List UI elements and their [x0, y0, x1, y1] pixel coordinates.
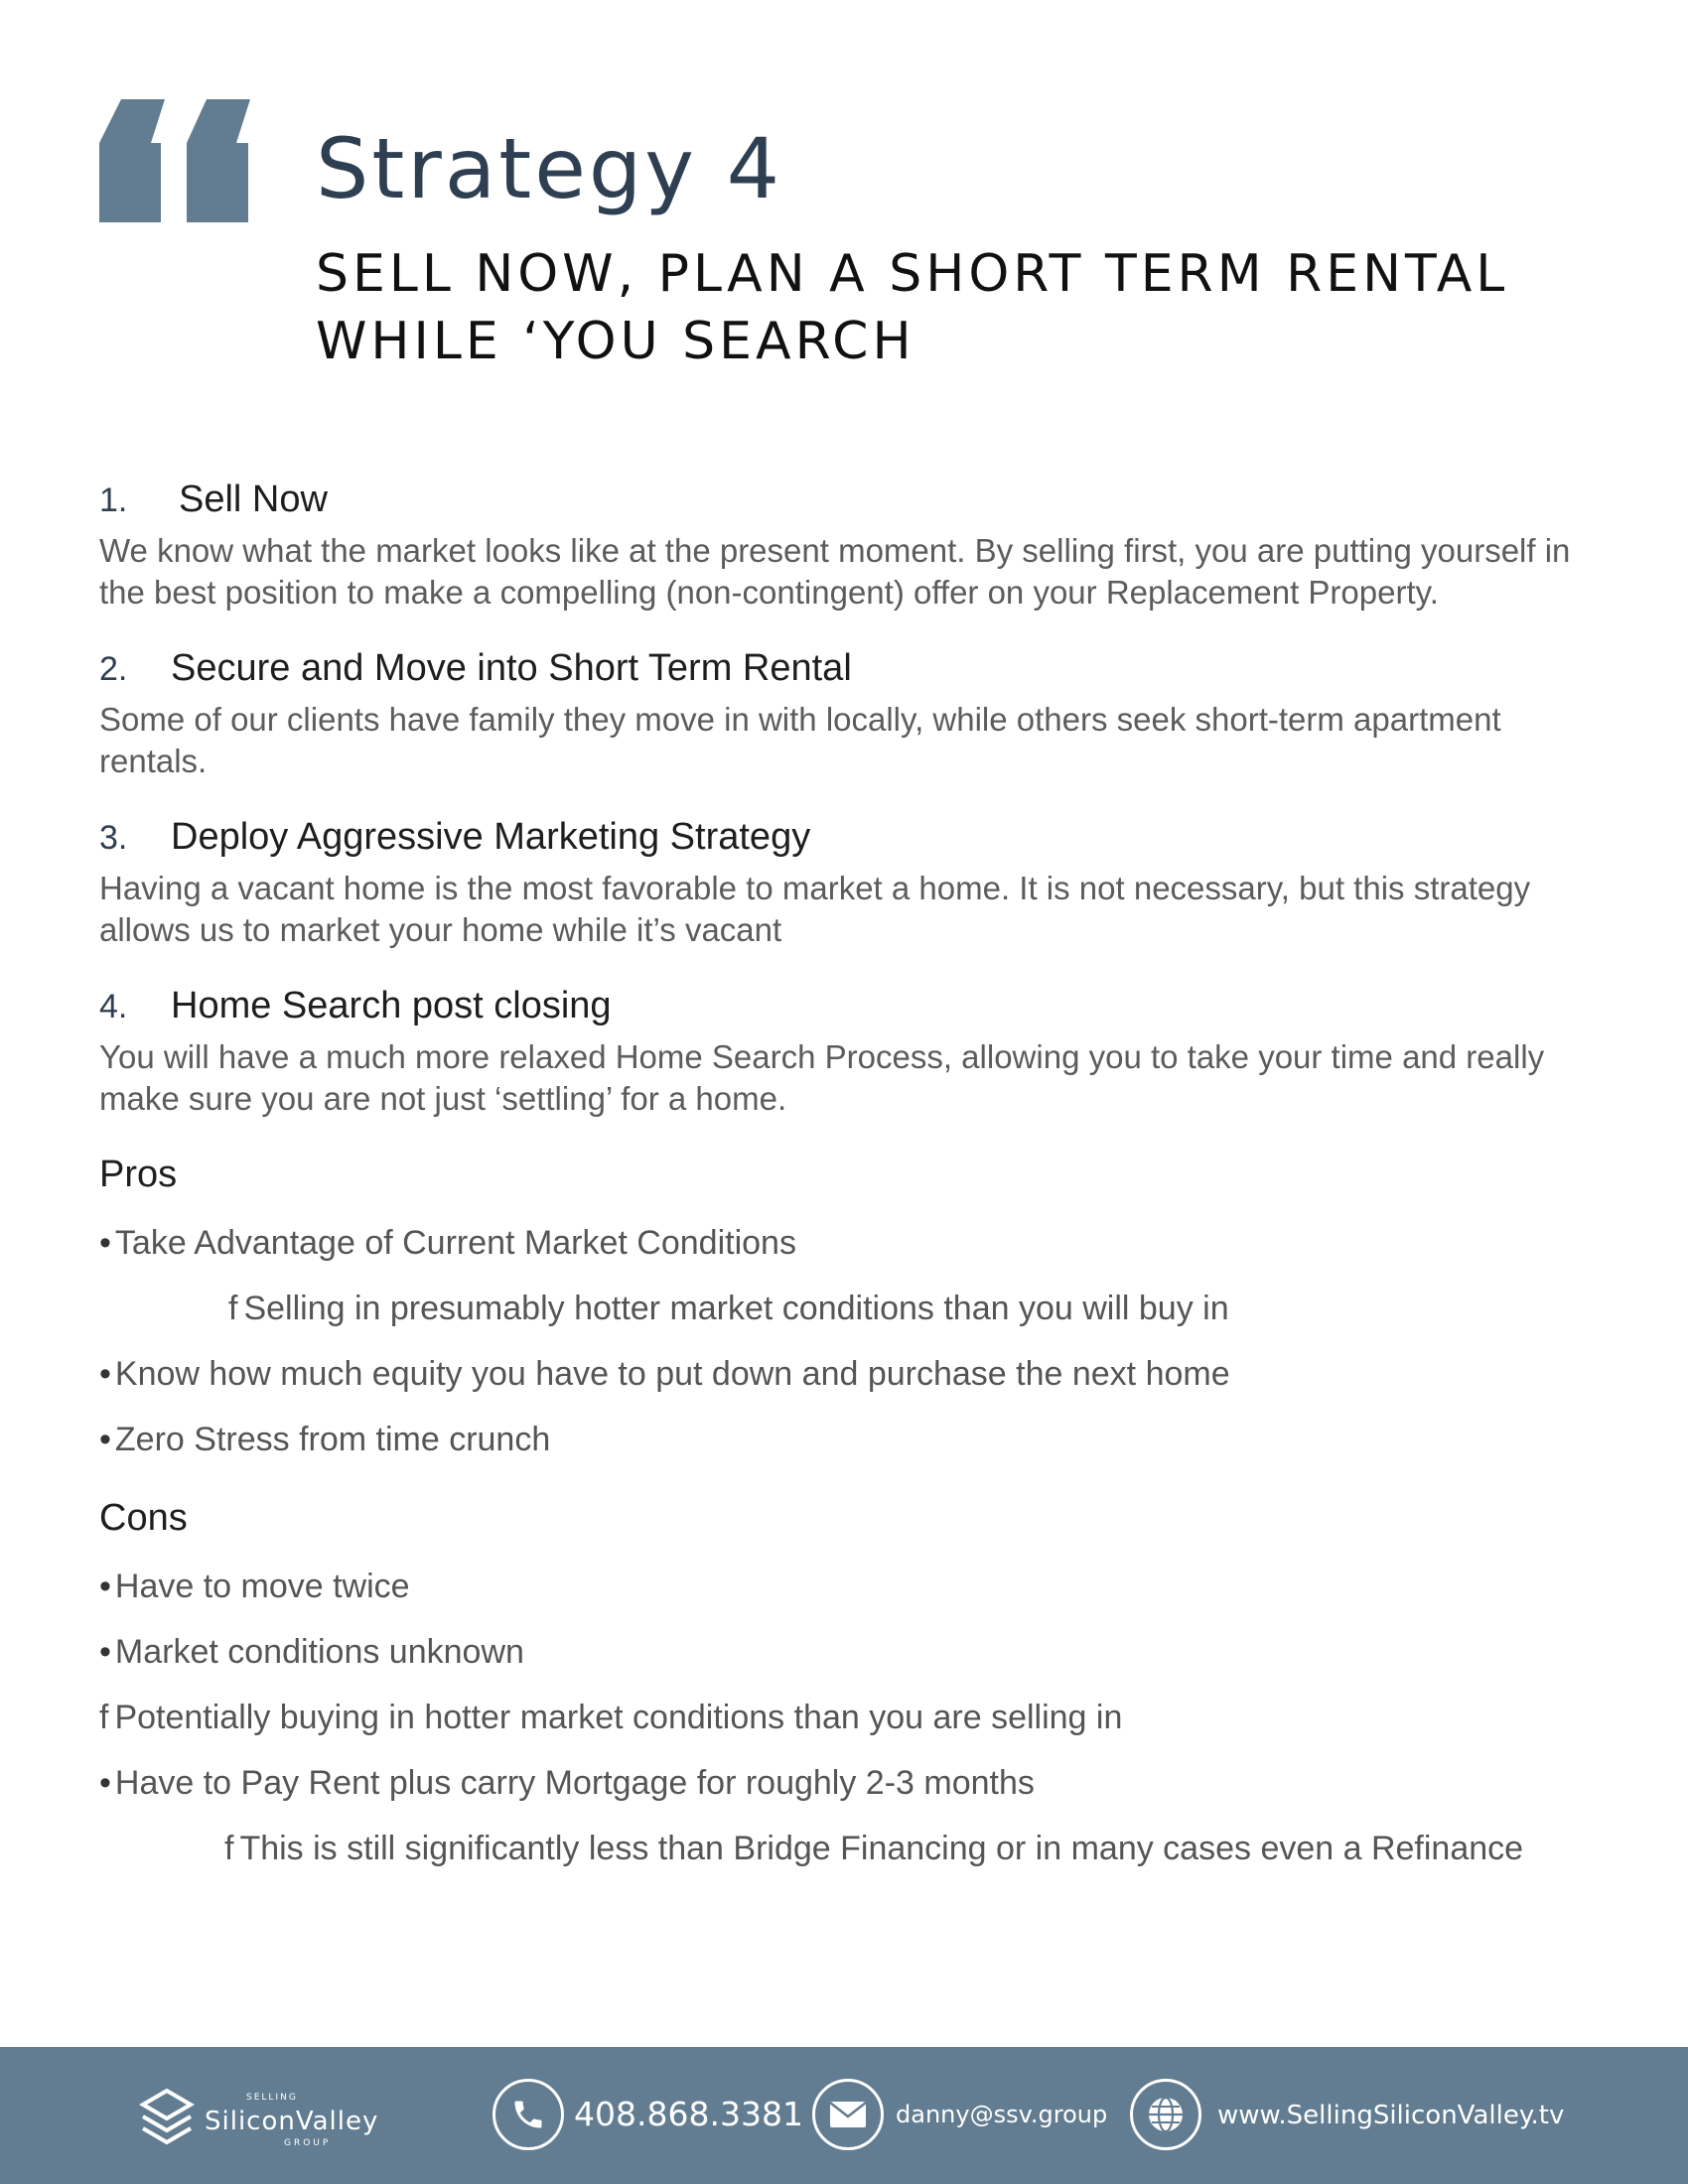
phone-number[interactable]: 408.868.3381 — [574, 2095, 803, 2133]
phone-icon[interactable] — [492, 2079, 564, 2150]
globe-icon[interactable] — [1130, 2079, 1201, 2150]
pros-item — [99, 1352, 1579, 1396]
page-title: Strategy 4 — [316, 120, 783, 217]
subtitle-line-1: SELL NOW, PLAN A SHORT TERM RENTAL — [316, 244, 1509, 304]
step-4 — [99, 985, 1579, 1120]
step-3 — [99, 816, 1579, 951]
company-logo[interactable] — [139, 2089, 417, 2146]
phone-icon-glyph — [510, 2097, 546, 2132]
cons-heading: Cons — [99, 1497, 188, 1539]
step-number: 2. — [99, 650, 128, 688]
cons-subitem — [99, 1696, 1579, 1739]
step-description: Some of our clients have family they move in with locally, while others seek short-term apartment rentals. — [99, 701, 1501, 779]
pros-item-text: Take Advantage of Current Market Conditions — [114, 1224, 796, 1262]
step-description: We know what the market looks like at the present moment. By selling first, you are putting yourself in the best position to make a compelling (non-contingent) offer on your Replacement Property. — [99, 532, 1571, 611]
cons-subitem-text: This is still significantly less than Bridge Financing or in many cases even a Refinance — [239, 1830, 1524, 1867]
subtitle-line-2: WHILE ‘YOU SEARCH — [316, 312, 915, 371]
step-1 — [99, 478, 1579, 614]
envelope-icon — [828, 2100, 868, 2129]
quote-mark-icon — [99, 99, 250, 222]
pros-item-text: Zero Stress from time crunch — [114, 1421, 551, 1458]
logo-sub-text: GROUP — [284, 2138, 332, 2148]
step-title: Secure and Move into Short Term Rental — [171, 647, 852, 689]
pros-item — [99, 1221, 1579, 1265]
cons-item — [99, 1565, 1579, 1608]
page-subtitle — [316, 240, 1607, 375]
step-number: 1. — [99, 481, 128, 519]
step-heading — [99, 478, 1579, 528]
bullet-dot: • — [99, 1568, 111, 1605]
bullet-dot: • — [99, 1355, 111, 1393]
cons-item — [99, 1761, 1579, 1805]
step-title: Deploy Aggressive Marketing Strategy — [171, 816, 811, 858]
bullet-dot: • — [99, 1633, 111, 1671]
logo-wordmark — [205, 2093, 379, 2148]
pros-subitem-text: Selling in presumably hotter market conditions than you will buy in — [243, 1290, 1229, 1327]
bullet-dot: • — [99, 1421, 111, 1458]
sub-bullet-mark: f — [99, 1699, 109, 1736]
step-description: You will have a much more relaxed Home Search Process, allowing you to take your time and really make sure you are not just ‘settling’ for a home. — [99, 1038, 1545, 1117]
step-heading — [99, 647, 1579, 697]
bullet-dot: • — [99, 1764, 111, 1802]
sub-bullet-mark: f — [224, 1830, 234, 1867]
step-number: 3. — [99, 819, 128, 857]
website-link[interactable]: www.SellingSiliconValley.tv — [1217, 2101, 1565, 2130]
step-2 — [99, 647, 1579, 782]
pros-heading: Pros — [99, 1154, 178, 1195]
step-title: Home Search post closing — [171, 985, 612, 1026]
footer-bar — [0, 2047, 1688, 2184]
logo-small-text: SELLING — [246, 2093, 298, 2103]
cons-item-text: Market conditions unknown — [114, 1633, 524, 1671]
step-title: Sell Now — [179, 478, 328, 520]
email-icon[interactable] — [812, 2079, 884, 2150]
cons-subitem — [99, 1827, 1579, 1870]
cons-item-text: Have to move twice — [114, 1568, 410, 1605]
pros-item — [99, 1418, 1579, 1461]
pros-subitem — [99, 1287, 1579, 1330]
bullet-dot: • — [99, 1224, 111, 1262]
logo-main-text: SiliconValley — [205, 2107, 379, 2136]
cons-item-text: Have to Pay Rent plus carry Mortgage for roughly 2-3 months — [114, 1764, 1035, 1802]
cons-subitem-text: Potentially buying in hotter market conditions than you are selling in — [114, 1699, 1123, 1736]
cons-item — [99, 1630, 1579, 1674]
sub-bullet-mark: f — [228, 1290, 238, 1327]
step-heading — [99, 985, 1579, 1034]
email-address[interactable]: danny@ssv.group — [896, 2101, 1108, 2128]
step-heading — [99, 816, 1579, 866]
pros-item-text: Know how much equity you have to put down and purchase the next home — [114, 1355, 1230, 1393]
logo-icon — [139, 2089, 195, 2146]
step-number: 4. — [99, 988, 128, 1025]
main-content — [99, 478, 1579, 1892]
globe-glyph — [1146, 2095, 1186, 2134]
step-description: Having a vacant home is the most favorable to market a home. It is not necessary, but this strategy allows us to market your home while it’s vacant — [99, 870, 1531, 948]
